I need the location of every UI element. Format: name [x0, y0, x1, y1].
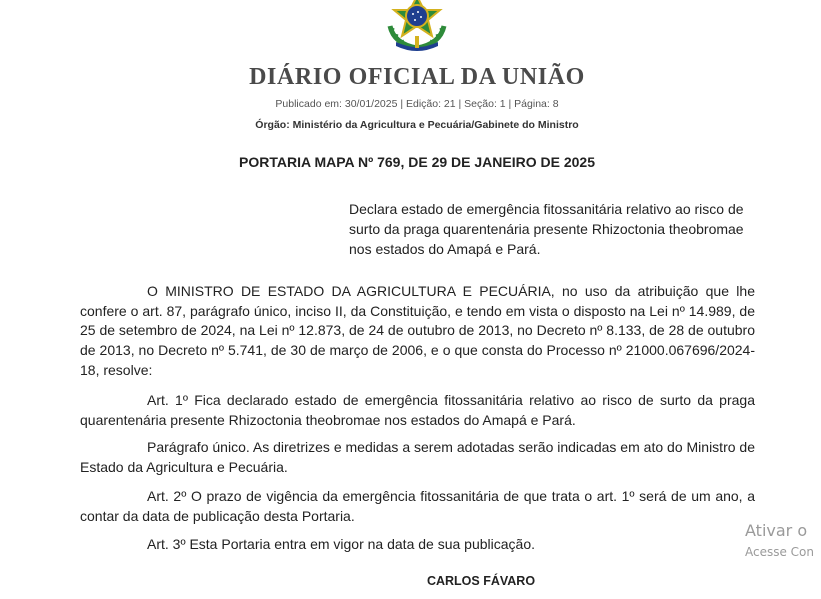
publication-info: Publicado em: 30/01/2025 | Edição: 21 | Seção: 1 | Página: 8	[275, 98, 559, 110]
orgao-label: Órgão:	[255, 119, 290, 131]
newspaper-title: DIÁRIO OFICIAL DA UNIÃO	[249, 64, 585, 90]
document-title: PORTARIA MAPA Nº 769, DE 29 DE JANEIRO DE 2025	[239, 154, 595, 170]
brazil-coat-of-arms-icon	[380, 0, 454, 52]
windows-activation-watermark	[745, 520, 821, 561]
sole-paragraph: Parágrafo único. As diretrizes e medidas a serem adotadas serão indicadas em ato do Ministro de Estado da Agricultura e Pecuária.	[80, 439, 755, 475]
preamble-paragraph: O MINISTRO DE ESTADO DA AGRICULTURA E PECUÁRIA, no uso da atribuição que lhe confere o art. 87, parágrafo único, inciso II, da Constituição, e tendo em vista o disposto na Lei nº 14.989, de 25 de setembro de 2024, na Lei nº 12.873, de 24 de outubro de 2013, no Decreto nº 8.133, de 28 de outubro de 2013, no Decreto nº 5.741, de 30 de março de 2006, e o que consta do Processo nº 21000.067696/2024-18, resolve:	[80, 283, 755, 378]
orgao-value: Ministério da Agricultura e Pecuária/Gabinete do Ministro	[292, 119, 579, 131]
orgao-line	[0, 119, 821, 131]
activation-title: Ativar o	[745, 521, 808, 540]
article-2: Art. 2º O prazo de vigência da emergência fitossanitária de que trata o art. 1º será de um ano, a contar da data de publicação desta Portaria.	[80, 488, 755, 524]
signature: CARLOS FÁVARO	[426, 574, 536, 588]
activation-subtitle: Acesse Con	[745, 545, 815, 559]
ementa: Declara estado de emergência fitossanitária relativo ao risco de surto da praga quarentenária presente Rhizoctonia theobromae nos estados do Amapá e Pará.	[349, 201, 744, 257]
article-3: Art. 3º Esta Portaria entra em vigor na data de sua publicação.	[147, 536, 535, 552]
article-1: Art. 1º Fica declarado estado de emergência fitossanitária relativo ao risco de surto da praga quarentenária presente Rhizoctonia theobromae nos estados do Amapá e Pará.	[80, 392, 755, 428]
